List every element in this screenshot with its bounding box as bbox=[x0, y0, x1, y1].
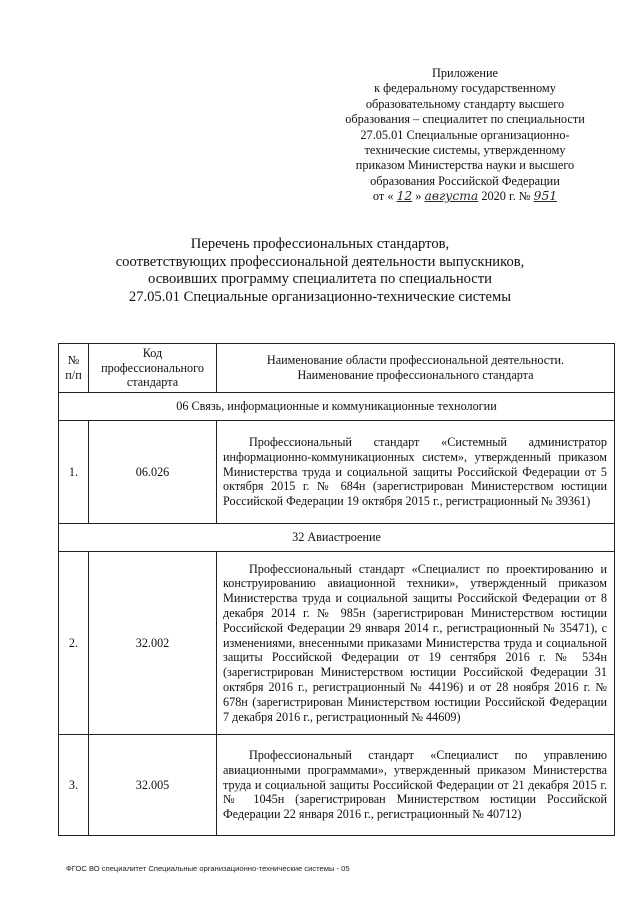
section-row bbox=[59, 393, 615, 421]
title-line: соответствующих профессиональной деятельности выпускников, bbox=[115, 253, 525, 270]
document-title bbox=[60, 236, 580, 306]
appendix-note bbox=[330, 66, 600, 205]
appendix-line: Приложение bbox=[432, 66, 498, 80]
appendix-line: технические системы, утвержденному bbox=[364, 143, 566, 158]
standard-description bbox=[217, 421, 615, 524]
row-number: 1. bbox=[59, 421, 89, 524]
standard-code: 32.002 bbox=[89, 552, 217, 735]
appendix-line: образования Российской Федерации bbox=[370, 173, 560, 188]
appendix-line: приказом Министерства науки и высшего bbox=[355, 158, 575, 173]
order-date-line bbox=[330, 189, 600, 204]
header-num: № п/п bbox=[59, 344, 89, 393]
order-year: 2020 г. № bbox=[481, 189, 531, 204]
title-line: 27.05.01 Специальные организационно-технические системы bbox=[128, 288, 512, 305]
section-row bbox=[59, 524, 615, 552]
standard-text: Профессиональный стандарт «Специалист по управлению авиационными программами», утвержденный приказом Министерства труда и социальной защиты Российской Федерации от 21 декабря 2015 г. № 1045н (зарегистрирован Министерством юстиции Российской Федерации 22 января 2016 г., регистрационный № 40712) bbox=[223, 748, 607, 822]
order-month-handwritten: августа bbox=[424, 189, 479, 204]
standard-description bbox=[217, 552, 615, 735]
row-number: 3. bbox=[59, 735, 89, 836]
table-header-row bbox=[59, 344, 615, 393]
order-day-handwritten: 12 bbox=[396, 189, 413, 204]
order-number-handwritten: 951 bbox=[533, 189, 558, 204]
title-line: освоивших программу специалитета по специальности bbox=[148, 271, 492, 288]
appendix-line: к федеральному государственному bbox=[374, 81, 556, 96]
standard-code: 32.005 bbox=[89, 735, 217, 836]
standard-text: Профессиональный стандарт «Специалист по проектированию и конструированию авиационной техники», утвержденный приказом Министерства труда и социальной защиты Российской Федерации от 8 декабря 2014 г. № 985н (зарегистрирован Министерством юстиции Российской Федерации 29 января 2014 г., регистрационный № 35471), с изменениями, внесенными приказами Министерства труда и социальной защиты Российской Федерации от 19 сентября 2016 г. № 534н (зарегистрирован Министерством юстиции Российской Федерации 31 октября 2016 г., регистрационный № 44196) и от 28 ноября 2016 г. № 678н (зарегистрирован Министерством юстиции Российской Федерации 7 декабря 2016 г., регистрационный № 44609) bbox=[223, 561, 607, 724]
title-line: Перечень профессиональных стандартов, bbox=[190, 236, 450, 252]
standard-text: Профессиональный стандарт «Системный администратор информационно-коммуникационных систем», утвержденный приказом Министерства труда и социальной защиты Российской Федерации от 5 октября 2015 г. № 684н (зарегистрирован Министерством юстиции Российской Федерации 19 октября 2015 г., регистрационный № 39361) bbox=[223, 435, 607, 509]
row-number: 2. bbox=[59, 552, 89, 735]
section-title: 32 Авиастроение bbox=[59, 524, 615, 552]
appendix-line: 27.05.01 Специальные организационно- bbox=[360, 127, 570, 142]
page-footer: ФГОС ВО специалитет Специальные организационно-технические системы - 05 bbox=[66, 864, 350, 873]
standard-description bbox=[217, 735, 615, 836]
table-row bbox=[59, 421, 615, 524]
table-row bbox=[59, 552, 615, 735]
header-code: Код профессионального стандарта bbox=[89, 344, 217, 393]
appendix-line: образования – специалитет по специальности bbox=[345, 112, 585, 127]
appendix-line: образовательному стандарту высшего bbox=[365, 96, 565, 111]
standards-table bbox=[58, 343, 615, 836]
order-prefix: от « bbox=[372, 189, 394, 204]
table-row bbox=[59, 735, 615, 836]
header-name: Наименование области профессиональной деятельности. Наименование профессионального стандарта bbox=[217, 344, 615, 393]
standard-code: 06.026 bbox=[89, 421, 217, 524]
order-mid: » bbox=[415, 189, 422, 204]
section-title: 06 Связь, информационные и коммуникационные технологии bbox=[59, 393, 615, 421]
